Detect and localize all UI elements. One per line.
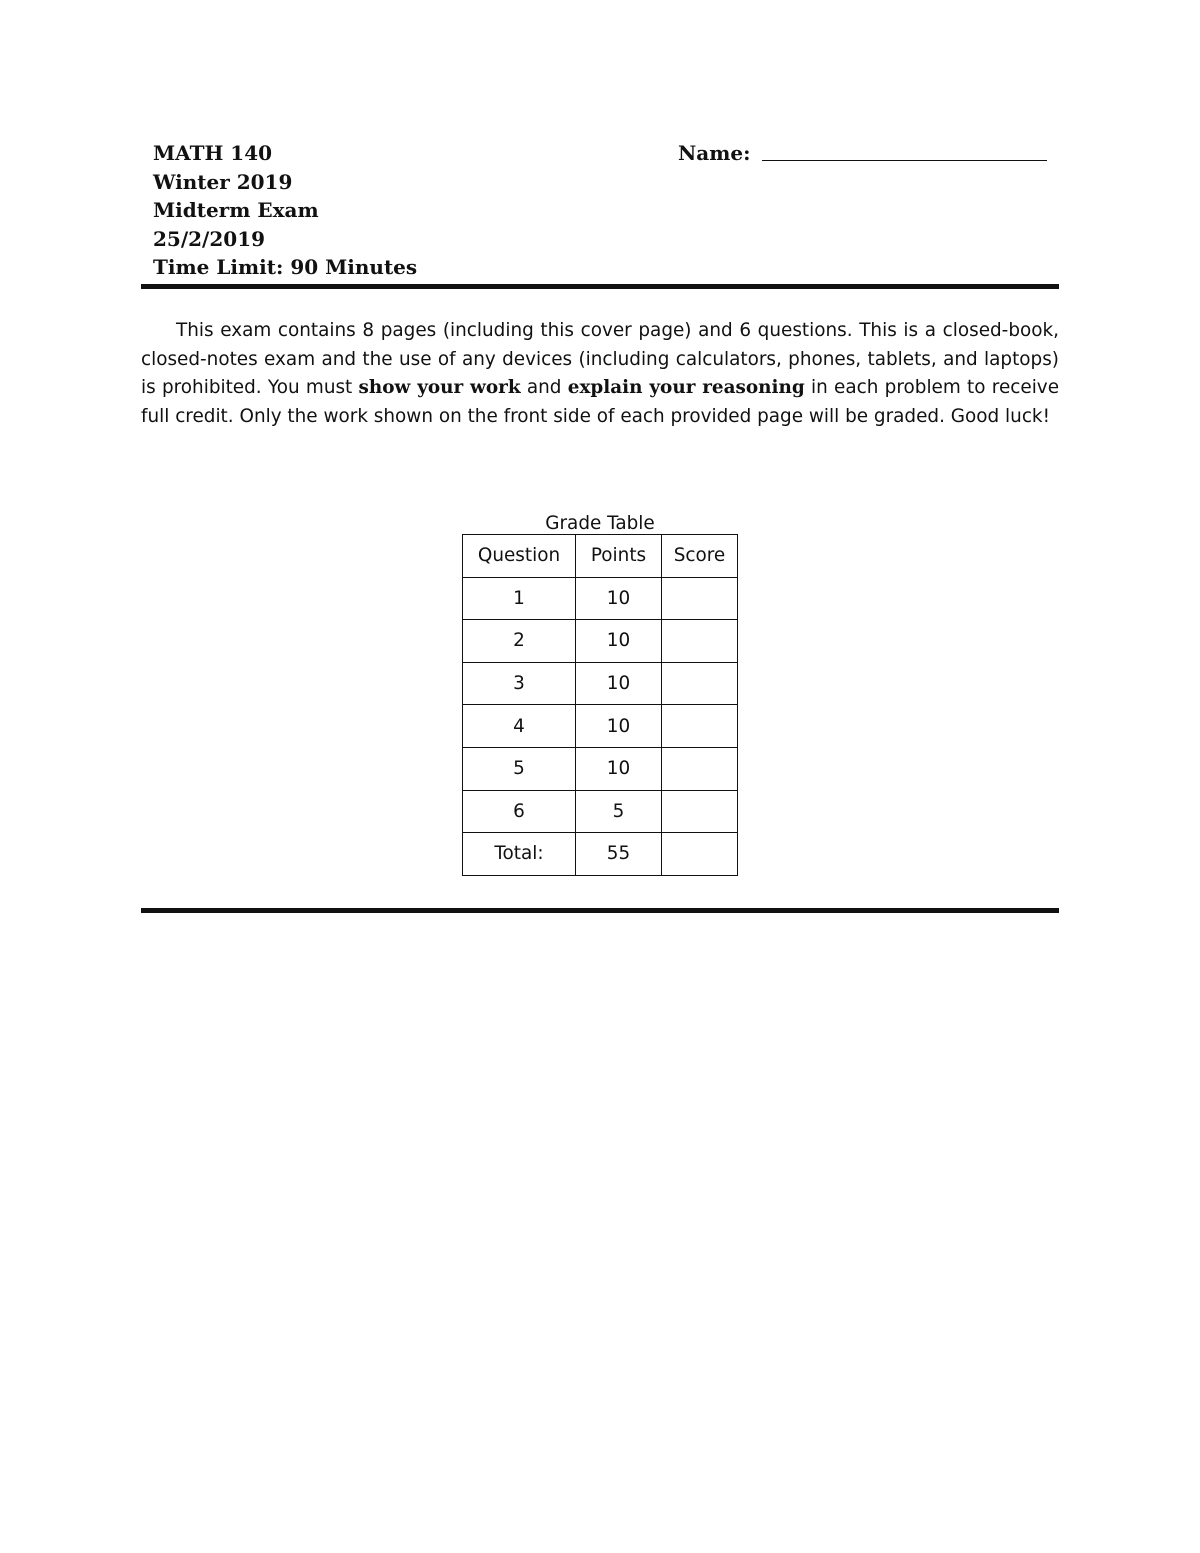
instructions-bold-show-work: show your work <box>358 377 521 399</box>
score-cell[interactable] <box>662 577 738 620</box>
instructions-text-3: in each problem to receive full credit. Only the work shown on the front side of each provided page will be graded. Good luck! <box>141 377 1060 427</box>
name-field[interactable] <box>762 160 1047 161</box>
term: Winter 2019 <box>153 169 293 194</box>
table-row <box>463 577 738 620</box>
name-label: Name: <box>678 141 751 165</box>
exam-date: 25/2/2019 <box>153 226 266 251</box>
question-cell: 1 <box>463 577 576 620</box>
table-row <box>463 790 738 833</box>
grade-table-header <box>463 535 738 578</box>
score-cell[interactable] <box>662 747 738 790</box>
exam-header <box>153 139 417 282</box>
bottom-divider <box>141 908 1059 913</box>
score-cell[interactable] <box>662 620 738 663</box>
points-cell: 5 <box>576 790 662 833</box>
total-points: 55 <box>576 833 662 876</box>
question-cell: 4 <box>463 705 576 748</box>
question-cell: 3 <box>463 662 576 705</box>
points-cell: 10 <box>576 577 662 620</box>
header-points: Points <box>576 535 662 578</box>
exam-title: Midterm Exam <box>153 198 319 222</box>
score-cell[interactable] <box>662 790 738 833</box>
points-cell: 10 <box>576 747 662 790</box>
header-score: Score <box>662 535 738 578</box>
grade-table-caption: Grade Table <box>545 513 655 534</box>
top-divider <box>141 284 1059 289</box>
question-cell: 5 <box>463 747 576 790</box>
grade-table <box>462 534 738 876</box>
instructions-text-1: This exam contains 8 pages (including this cover page) and 6 questions. This is a closed-book, closed-notes exam and the use of any devices (including calculators, phones, tablets, and laptops) is prohibited. You must <box>141 320 1059 399</box>
header-question: Question <box>463 535 576 578</box>
points-cell: 10 <box>576 662 662 705</box>
table-row <box>463 705 738 748</box>
score-cell[interactable] <box>662 705 738 748</box>
table-total-row <box>463 833 738 876</box>
time-limit: Time Limit: 90 Minutes <box>153 255 418 279</box>
total-score[interactable] <box>662 833 738 876</box>
instructions-paragraph <box>141 317 1059 431</box>
table-row <box>463 662 738 705</box>
table-row <box>463 620 738 663</box>
score-cell[interactable] <box>662 662 738 705</box>
points-cell: 10 <box>576 705 662 748</box>
instructions-bold-explain: explain your reasoning <box>567 377 805 399</box>
points-cell: 10 <box>576 620 662 663</box>
total-label: Total: <box>463 833 576 876</box>
course-title: MATH 140 <box>153 141 273 165</box>
question-cell: 2 <box>463 620 576 663</box>
instructions-text-2: and <box>520 377 568 399</box>
table-row <box>463 747 738 790</box>
question-cell: 6 <box>463 790 576 833</box>
